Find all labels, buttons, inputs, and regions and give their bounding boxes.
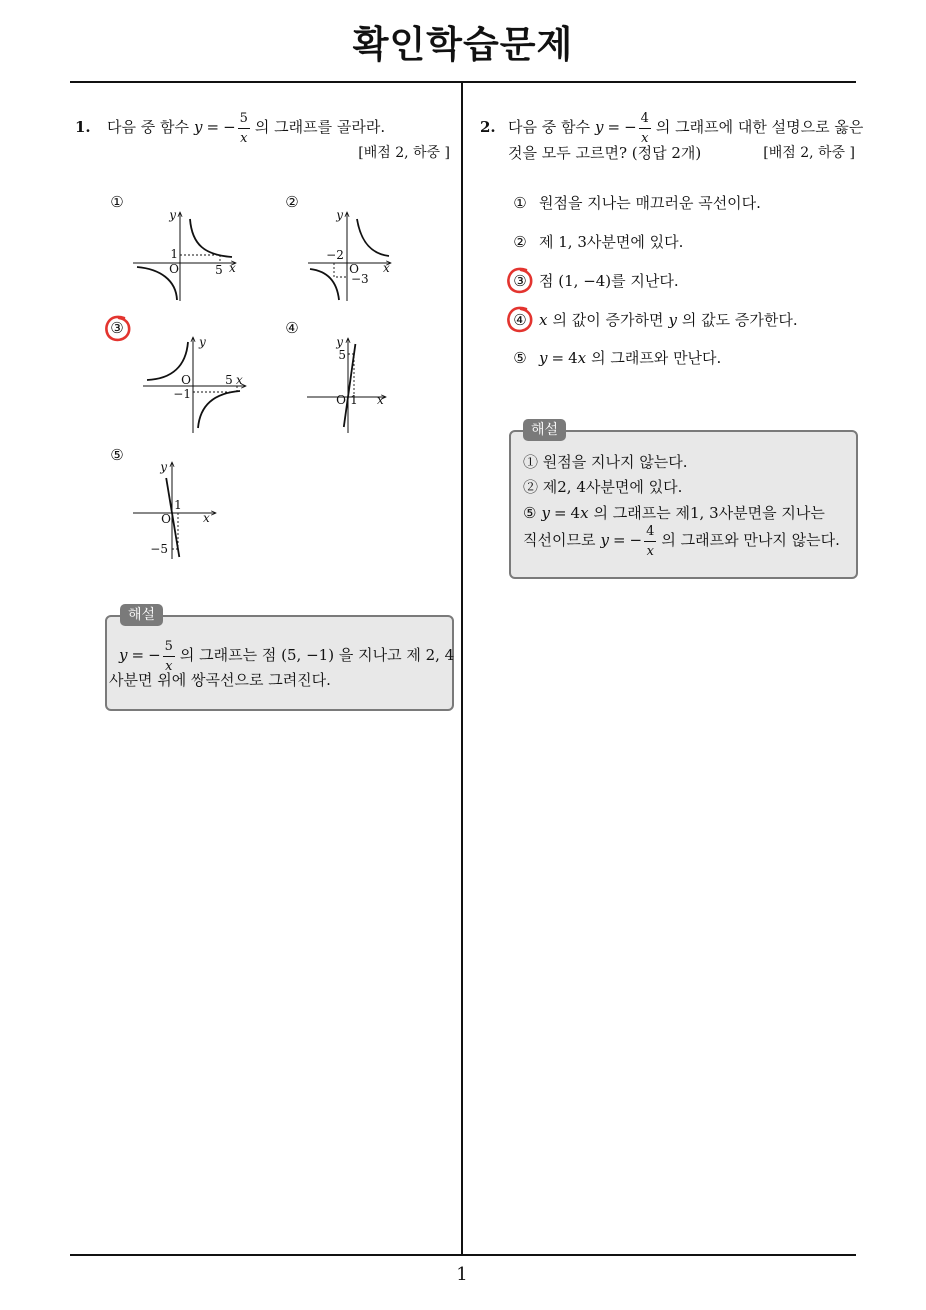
origin-label: O [336,393,346,407]
page-number: 1 [456,1264,468,1285]
math-var: x [539,311,548,329]
y-axis-label: y [336,335,343,349]
y-axis-label: y [169,208,176,222]
fraction-numerator: 4 [639,111,651,129]
curve-branch [198,391,240,428]
x-axis-label: x [236,373,243,387]
tick-label-x: 1 [350,393,358,407]
stem-text: 의 그래프를 골라라. [254,118,386,136]
option-label: ② [513,233,527,251]
function-expression [600,523,656,559]
option-label: ③ [513,272,527,290]
option-label: ④ [285,319,299,337]
tick-label-x: −2 [326,248,344,262]
function-expression [194,110,250,146]
math-equals: = [607,118,621,136]
explanation-line [523,520,840,560]
stem-text: 의 그래프에 대한 설명으로 옳은 [655,118,864,136]
explanation-text: 직선이므로 [523,531,596,549]
option-text: 의 값도 증가한다. [681,311,798,329]
math-var: y [600,531,609,549]
option-label: ① [110,193,124,211]
origin-label: O [349,262,359,276]
graph-option-5 [110,446,216,559]
column-divider [461,82,463,1256]
explanation-text: 의 그래프와 만나지 않는다. [661,531,840,549]
stem-text: 다음 중 함수 [107,118,189,136]
origin-label: O [161,512,171,526]
option-text: 원점을 지나는 매끄러운 곡선이다. [539,194,761,212]
math-minus: − [629,531,643,549]
math-minus: − [223,118,236,136]
tick-label-x: 1 [174,498,182,512]
page-title: 확인학습문제 [352,23,574,66]
fraction-numerator: 4 [644,524,656,542]
math-equals: = [612,531,626,549]
curve-branch [357,219,389,256]
problem-1-score: [배점 2, 하중 ] [358,145,450,161]
tick-label-y: 1 [170,247,178,261]
explanation-text: 의 그래프는 제1, 3사분면을 지나는 [593,504,825,522]
option-label: ③ [110,319,124,337]
fraction-denominator: x [646,543,654,559]
tick-label-y: −3 [351,272,369,286]
stem-text: 다음 중 함수 [508,118,590,136]
option-text: 의 값이 증가하면 [552,311,664,329]
problem-1-stem [75,107,385,147]
y-axis-label: y [336,208,343,222]
problem-number: 2. [480,118,496,136]
option-text: 의 그래프와 만난다. [591,349,722,367]
problem-number: 1. [75,118,91,136]
math-coef: 4 [568,349,578,367]
graph-option-2 [285,193,391,301]
answer-mark [508,269,531,292]
fraction-denominator: x [240,130,248,146]
problem-2-stem-line2: 것을 모두 고르면? (정답 2개) [508,144,702,162]
math-var: x [580,504,589,522]
math-var: y [595,118,604,136]
graph-option-3 [106,317,246,433]
option-2 [510,232,683,252]
fraction [238,111,250,146]
fraction [644,524,656,559]
option-label: ⑤ [513,349,527,367]
fraction-denominator: x [165,658,173,674]
option-label: ④ [513,311,527,329]
math-var: y [194,118,203,136]
explanation-tag: 해설 [120,604,163,626]
explanation-line: 사분면 위에 쌍곡선으로 그려진다. [109,671,331,689]
math-equals: = [553,504,567,522]
curve-branch [310,269,339,300]
explanation-text: 의 그래프는 점 (5, −1) 을 지나고 제 2, 4 [179,646,455,664]
explanation-line: ① 원점을 지나지 않는다. [523,453,688,471]
math-var: y [539,349,548,367]
explanation-label: ⑤ [523,504,537,522]
fraction-numerator: 5 [238,111,250,129]
math-equals: = [131,646,145,664]
answer-mark [508,308,531,331]
option-4 [510,310,798,330]
option-5 [510,348,721,368]
option-1 [510,193,761,213]
math-var: y [541,504,550,522]
explanation-tag: 해설 [523,419,566,441]
option-label: ① [513,194,527,212]
math-var: y [668,311,677,329]
x-axis-label: x [383,261,390,275]
y-axis-label: y [199,335,206,349]
fraction-numerator: 5 [163,639,175,657]
function-expression [119,638,175,674]
x-axis-label: x [229,261,236,275]
explanation-box [509,430,858,579]
option-text: 점 (1, −4)를 지난다. [539,272,679,290]
math-coef: 4 [570,504,581,522]
math-equals: = [551,349,565,367]
origin-label: O [169,262,179,276]
answer-graphs [100,185,460,575]
tick-label-y: −1 [173,387,191,401]
option-label: ② [285,193,299,211]
tick-label-y: 5 [338,348,346,362]
problem-2-score: [배점 2, 하중 ] [763,145,855,161]
bottom-rule [70,1254,856,1256]
guide-line [334,263,347,277]
explanation-box [105,615,454,711]
option-text: 제 1, 3사분면에 있다. [539,233,684,251]
tick-label-x: 5 [215,263,223,277]
y-axis-label: y [160,460,167,474]
tick-label-y: −5 [150,542,168,556]
math-minus: − [624,118,637,136]
graph-option-4 [285,319,386,433]
math-equals: = [206,118,220,136]
origin-label: O [181,373,191,387]
tick-label-x: 5 [225,373,233,387]
answer-marks [500,258,540,338]
math-var: x [577,349,587,367]
function-expression [595,110,651,146]
curve-branch [190,219,232,257]
problem-2-stem [480,107,863,147]
math-var: y [119,646,128,664]
top-rule [70,81,856,83]
x-axis-label: x [203,511,210,525]
fraction-denominator: x [641,130,649,146]
graph-option-1 [110,193,236,301]
option-label: ⑤ [110,446,124,464]
guide-line [180,255,220,263]
x-axis-label: x [377,393,384,407]
math-minus: − [148,646,161,664]
fraction [639,111,651,146]
explanation-line: ② 제2, 4사분면에 있다. [523,478,683,496]
